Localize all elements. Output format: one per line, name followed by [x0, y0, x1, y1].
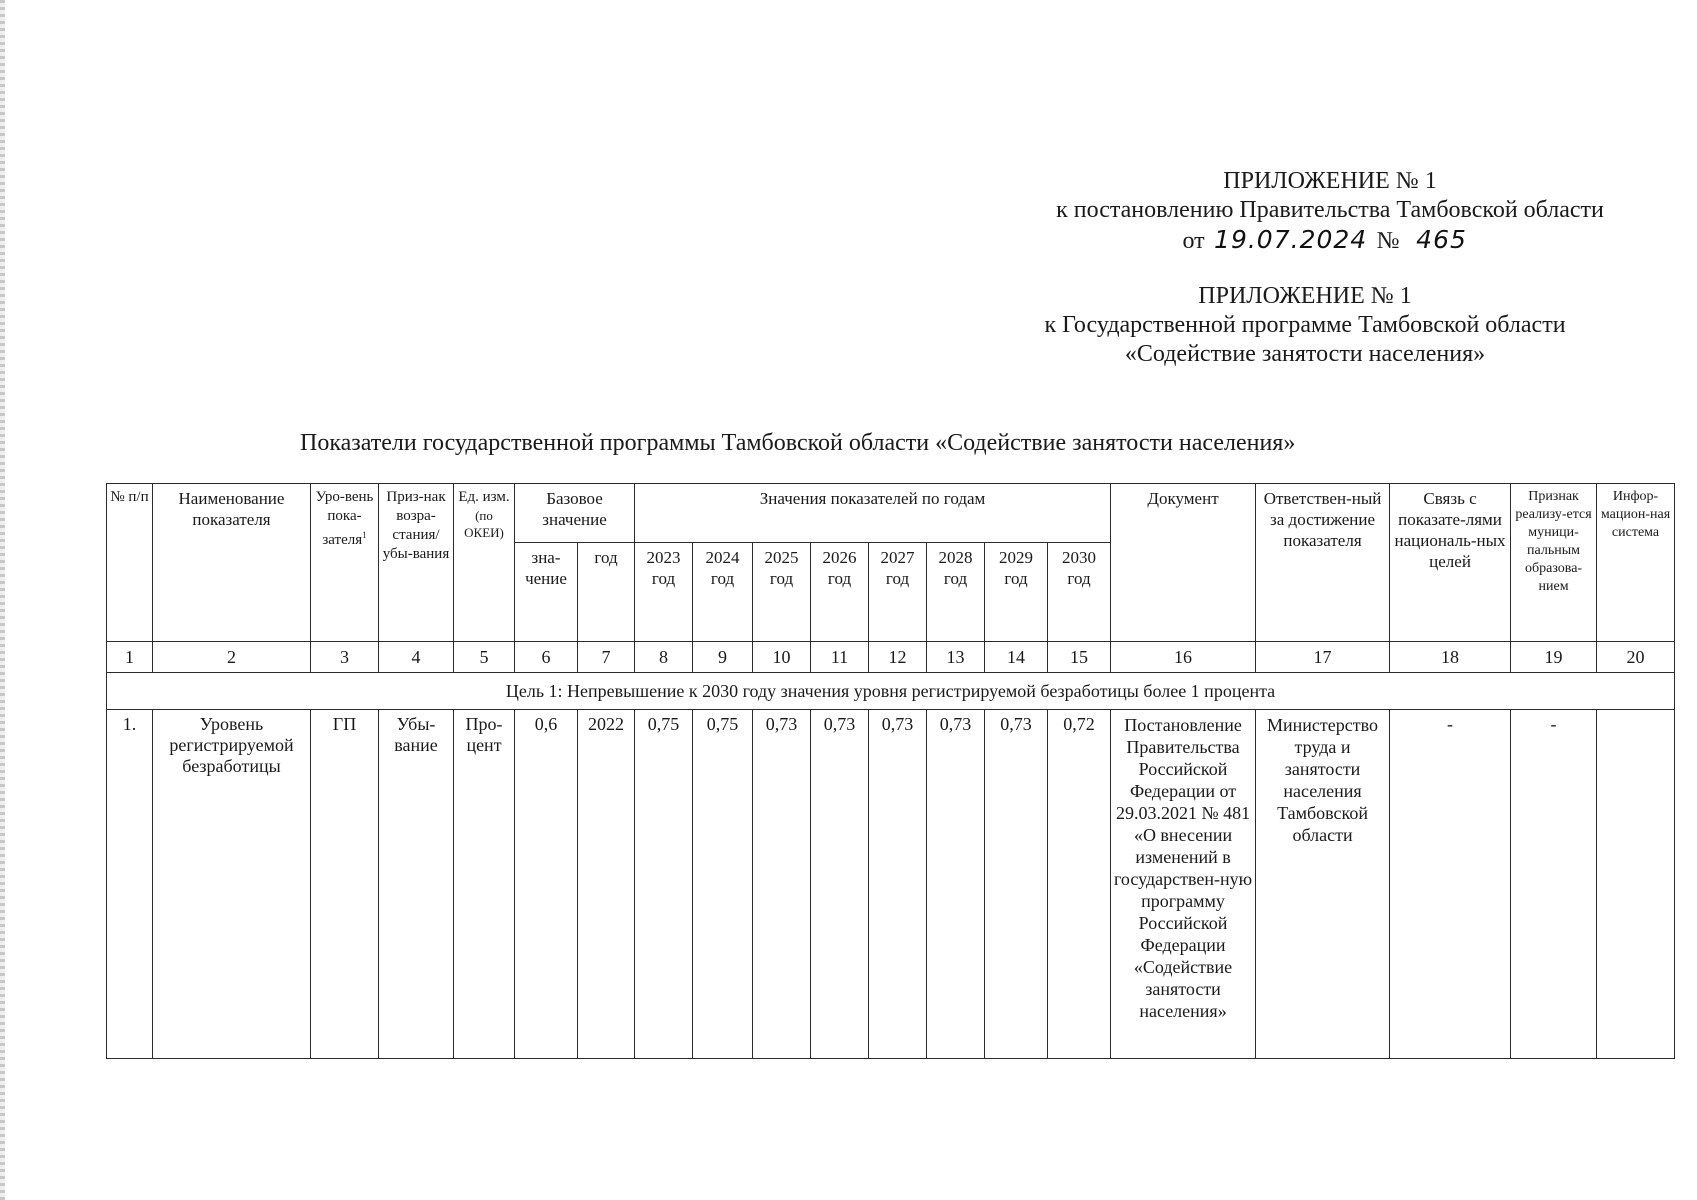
column-number: 17 [1256, 642, 1390, 673]
goal-text: Цель 1: Непревышение к 2030 году значения уровня регистрируемой безработицы более 1 процента [107, 673, 1675, 710]
cell-year-value: 0,75 [693, 710, 753, 1059]
header-level [311, 484, 379, 642]
column-number: 5 [454, 642, 515, 673]
indicators-table [106, 483, 1675, 1059]
appendix-decree-prefix: от [1182, 228, 1205, 254]
appendix-program-line2: к Государственной программе Тамбовской области [1044, 312, 1566, 338]
column-number: 11 [811, 642, 869, 673]
handwritten-date: 19.07.2024 [1214, 225, 1368, 254]
header-info-system: Инфор-мацион-ная система [1597, 484, 1675, 642]
document-title: Показатели государственной программы Тамбовской области «Содействие занятости населения» [300, 430, 1296, 456]
footnote-marker: 1 [362, 530, 367, 540]
cell-year-value: 0,73 [753, 710, 811, 1059]
header-year: 2029 год [985, 543, 1048, 642]
appendix-program-line3: «Содействие занятости населения» [1124, 341, 1486, 367]
header-year: 2026 год [811, 543, 869, 642]
column-number: 2 [153, 642, 311, 673]
header-year: 2028 год [927, 543, 985, 642]
header-document: Документ [1111, 484, 1256, 642]
column-number: 3 [311, 642, 379, 673]
cell-year-value: 0,73 [985, 710, 1048, 1059]
appendix-decree-date-line [990, 225, 1670, 256]
cell-year-value: 0,73 [811, 710, 869, 1059]
appendix-decree-title: ПРИЛОЖЕНИЕ № 1 [1223, 168, 1437, 194]
column-number: 1 [107, 642, 153, 673]
column-number: 4 [379, 642, 454, 673]
header-responsible: Ответствен-ный за достижение показателя [1256, 484, 1390, 642]
header-unit-sub: (по ОКЕИ) [464, 508, 504, 540]
column-number: 16 [1111, 642, 1256, 673]
header-name: Наименование показателя [153, 484, 311, 642]
column-number: 10 [753, 642, 811, 673]
header-year: 2023 год [635, 543, 693, 642]
header-year: 2027 год [869, 543, 927, 642]
column-number: 9 [693, 642, 753, 673]
header-years-group: Значения показателей по годам [635, 484, 1111, 543]
header-link: Связь с показате-лями националь-ных целей [1390, 484, 1511, 642]
column-number: 20 [1597, 642, 1675, 673]
table-row [107, 710, 1675, 1059]
column-number: 12 [869, 642, 927, 673]
cell-info-system [1597, 710, 1675, 1059]
cell-sign: Убы-вание [379, 710, 454, 1059]
header-unit [454, 484, 515, 642]
cell-year-value: 0,72 [1048, 710, 1111, 1059]
column-number: 18 [1390, 642, 1511, 673]
header-base-year: год [578, 543, 635, 642]
cell-year-value: 0,73 [869, 710, 927, 1059]
appendix-decree-line2: к постановлению Правительства Тамбовской области [1056, 197, 1604, 223]
cell-base-value: 0,6 [515, 710, 578, 1059]
column-numbers-row [107, 642, 1675, 673]
cell-municipal: - [1511, 710, 1597, 1059]
header-year: 2024 год [693, 543, 753, 642]
header-row-1 [107, 484, 1675, 543]
column-number: 7 [578, 642, 635, 673]
appendix-decree-num-sign: № [1376, 228, 1400, 254]
header-municipal: Признак реализу-ется муници-пальным образова-нием [1511, 484, 1597, 642]
cell-responsible: Министерство труда и занятости населения Тамбовской области [1256, 710, 1390, 1059]
column-number: 15 [1048, 642, 1111, 673]
header-level-label: Уро-вень пока-зателя [315, 489, 374, 548]
header-base: Базовое значение [515, 484, 635, 543]
header-year: 2025 год [753, 543, 811, 642]
cell-year-value: 0,75 [635, 710, 693, 1059]
column-number: 19 [1511, 642, 1597, 673]
header-year: 2030 год [1048, 543, 1111, 642]
cell-year-value: 0,73 [927, 710, 985, 1059]
appendix-decree-block [990, 167, 1670, 256]
appendix-program-block [965, 282, 1645, 369]
appendix-program-title: ПРИЛОЖЕНИЕ № 1 [1198, 283, 1412, 309]
goal-row [107, 673, 1675, 710]
header-num: № п/п [107, 484, 153, 642]
cell-document: Постановление Правительства Российской Федерации от 29.03.2021 № 481 «О внесении изменений в государствен-ную программу Российской Федерации «Содействие занятости населения» [1111, 710, 1256, 1059]
handwritten-number: 465 [1416, 225, 1467, 254]
cell-num: 1. [107, 710, 153, 1059]
header-unit-label: Ед. изм. [458, 489, 510, 505]
cell-link: - [1390, 710, 1511, 1059]
cell-level: ГП [311, 710, 379, 1059]
header-base-value: зна-чение [515, 543, 578, 642]
scan-edge-artifact [0, 0, 5, 1200]
column-number: 6 [515, 642, 578, 673]
column-number: 8 [635, 642, 693, 673]
header-sign: Приз-нак возра-стания/ убы-вания [379, 484, 454, 642]
cell-name: Уровень регистрируемой безработицы [153, 710, 311, 1059]
column-number: 13 [927, 642, 985, 673]
column-number: 14 [985, 642, 1048, 673]
cell-unit: Про-цент [454, 710, 515, 1059]
cell-base-year: 2022 [578, 710, 635, 1059]
